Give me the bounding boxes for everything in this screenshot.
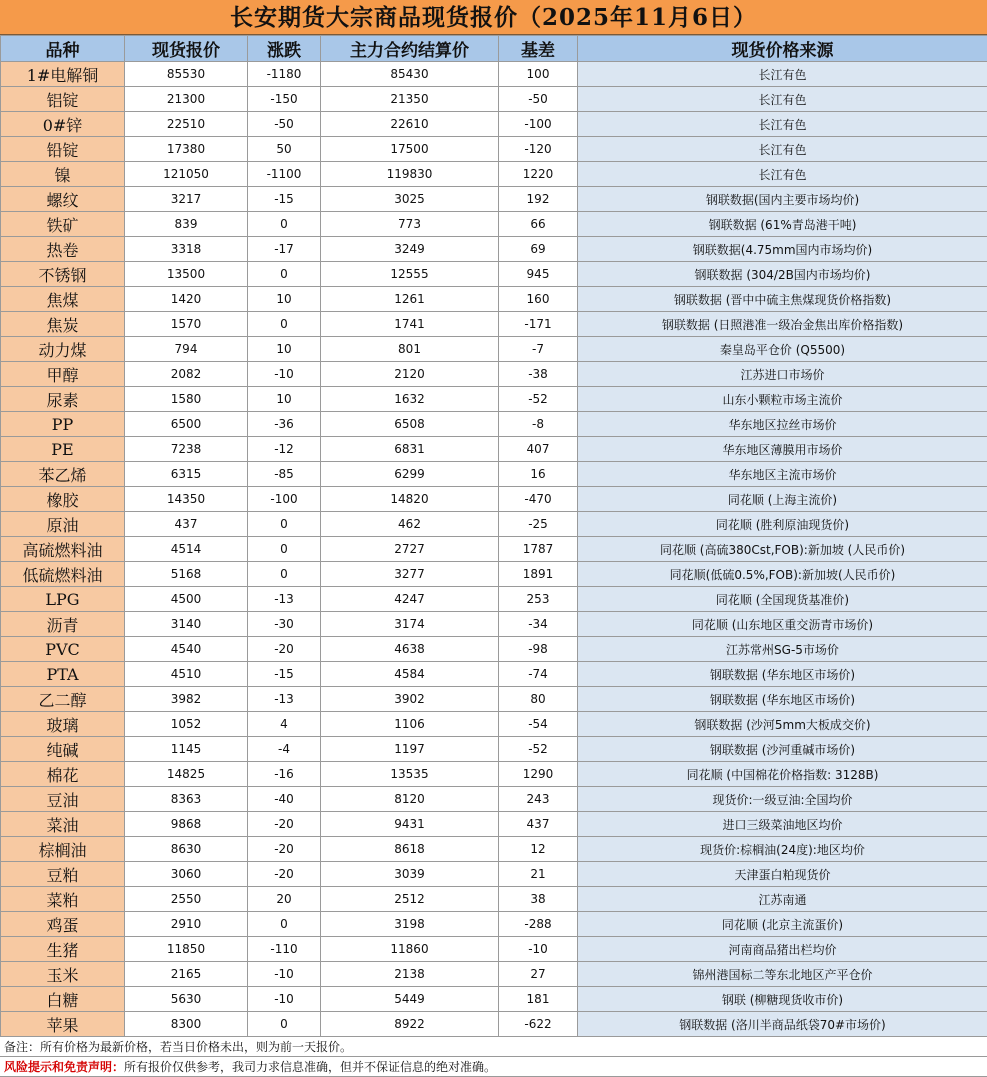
cell-basis: -470: [499, 487, 578, 512]
cell-settlement: 2727: [321, 537, 499, 562]
cell-variety: 螺纹: [1, 187, 125, 212]
cell-change: 10: [248, 387, 321, 412]
cell-settlement: 12555: [321, 262, 499, 287]
cell-spot-price: 2550: [125, 887, 248, 912]
cell-basis: -74: [499, 662, 578, 687]
header-spot-price: 现货报价: [125, 36, 248, 62]
table-row: [1, 562, 987, 587]
table-row: [1, 512, 987, 537]
cell-source: 现货价:一级豆油:全国均价: [578, 787, 987, 812]
cell-variety: 乙二醇: [1, 687, 125, 712]
table-row: [1, 662, 987, 687]
cell-settlement: 85430: [321, 62, 499, 87]
cell-change: -10: [248, 987, 321, 1012]
cell-variety: 焦煤: [1, 287, 125, 312]
cell-change: 0: [248, 312, 321, 337]
cell-spot-price: 1145: [125, 737, 248, 762]
table-row: [1, 137, 987, 162]
table-row: [1, 312, 987, 337]
cell-variety: 鸡蛋: [1, 912, 125, 937]
cell-source: 钢联数据 (沙河重碱市场价): [578, 737, 987, 762]
table-row: [1, 262, 987, 287]
table-row: [1, 687, 987, 712]
cell-spot-price: 1580: [125, 387, 248, 412]
cell-change: -4: [248, 737, 321, 762]
cell-basis: 243: [499, 787, 578, 812]
cell-basis: 16: [499, 462, 578, 487]
cell-spot-price: 2082: [125, 362, 248, 387]
table-row: [1, 112, 987, 137]
cell-basis: 12: [499, 837, 578, 862]
cell-spot-price: 794: [125, 337, 248, 362]
cell-variety: 甲醇: [1, 362, 125, 387]
cell-basis: 100: [499, 62, 578, 87]
cell-change: 0: [248, 562, 321, 587]
cell-settlement: 17500: [321, 137, 499, 162]
cell-basis: 1290: [499, 762, 578, 787]
cell-change: -36: [248, 412, 321, 437]
cell-basis: -8: [499, 412, 578, 437]
cell-basis: 21: [499, 862, 578, 887]
cell-change: -1100: [248, 162, 321, 187]
cell-change: -20: [248, 837, 321, 862]
cell-basis: 437: [499, 812, 578, 837]
cell-source: 钢联数据 (华东地区市场价): [578, 662, 987, 687]
cell-variety: 豆油: [1, 787, 125, 812]
cell-settlement: 22610: [321, 112, 499, 137]
cell-spot-price: 8630: [125, 837, 248, 862]
cell-variety: 铁矿: [1, 212, 125, 237]
cell-settlement: 6831: [321, 437, 499, 462]
header-settlement: 主力合约结算价: [321, 36, 499, 62]
table-row: [1, 887, 987, 912]
table-row: [1, 487, 987, 512]
table-row: [1, 587, 987, 612]
cell-change: 4: [248, 712, 321, 737]
cell-basis: 38: [499, 887, 578, 912]
cell-source: 秦皇岛平仓价 (Q5500): [578, 337, 987, 362]
price-table: [0, 35, 987, 1037]
cell-change: 0: [248, 262, 321, 287]
cell-spot-price: 5630: [125, 987, 248, 1012]
cell-basis: -10: [499, 937, 578, 962]
table-row: [1, 212, 987, 237]
cell-basis: 66: [499, 212, 578, 237]
cell-settlement: 8922: [321, 1012, 499, 1037]
cell-change: -110: [248, 937, 321, 962]
cell-source: 长江有色: [578, 62, 987, 87]
cell-change: 0: [248, 1012, 321, 1037]
cell-source: 同花顺 (上海主流价): [578, 487, 987, 512]
cell-change: -15: [248, 187, 321, 212]
cell-change: -40: [248, 787, 321, 812]
cell-spot-price: 3318: [125, 237, 248, 262]
cell-settlement: 13535: [321, 762, 499, 787]
cell-basis: -34: [499, 612, 578, 637]
cell-settlement: 3025: [321, 187, 499, 212]
table-row: [1, 237, 987, 262]
cell-basis: 253: [499, 587, 578, 612]
cell-basis: 1891: [499, 562, 578, 587]
header-basis: 基差: [499, 36, 578, 62]
table-body: [1, 62, 987, 1037]
cell-variety: 玉米: [1, 962, 125, 987]
cell-settlement: 1741: [321, 312, 499, 337]
cell-basis: 69: [499, 237, 578, 262]
cell-spot-price: 6500: [125, 412, 248, 437]
cell-basis: -288: [499, 912, 578, 937]
header-variety: 品种: [1, 36, 125, 62]
disclaimer-label: 风险提示和免责声明：: [4, 1060, 124, 1074]
cell-change: -85: [248, 462, 321, 487]
cell-spot-price: 21300: [125, 87, 248, 112]
table-row: [1, 637, 987, 662]
cell-spot-price: 1570: [125, 312, 248, 337]
cell-basis: 27: [499, 962, 578, 987]
cell-variety: 不锈钢: [1, 262, 125, 287]
cell-spot-price: 22510: [125, 112, 248, 137]
table-row: [1, 437, 987, 462]
cell-variety: 动力煤: [1, 337, 125, 362]
cell-change: -16: [248, 762, 321, 787]
cell-spot-price: 1420: [125, 287, 248, 312]
cell-variety: 原油: [1, 512, 125, 537]
cell-variety: 1#电解铜: [1, 62, 125, 87]
cell-settlement: 4584: [321, 662, 499, 687]
cell-change: -100: [248, 487, 321, 512]
table-row: [1, 387, 987, 412]
header-row: [1, 36, 987, 62]
cell-settlement: 2512: [321, 887, 499, 912]
note-line: [0, 1037, 987, 1057]
cell-source: 钢联数据 (洛川半商品纸袋70#市场价): [578, 1012, 987, 1037]
cell-spot-price: 5168: [125, 562, 248, 587]
cell-change: 0: [248, 537, 321, 562]
cell-settlement: 9431: [321, 812, 499, 837]
cell-spot-price: 13500: [125, 262, 248, 287]
cell-settlement: 1261: [321, 287, 499, 312]
cell-variety: 苯乙烯: [1, 462, 125, 487]
cell-source: 钢联数据 (61%青岛港干吨): [578, 212, 987, 237]
cell-settlement: 4638: [321, 637, 499, 662]
cell-change: -20: [248, 812, 321, 837]
cell-settlement: 773: [321, 212, 499, 237]
cell-basis: 160: [499, 287, 578, 312]
cell-variety: 棕榈油: [1, 837, 125, 862]
cell-source: 华东地区主流市场价: [578, 462, 987, 487]
cell-spot-price: 8300: [125, 1012, 248, 1037]
cell-basis: 945: [499, 262, 578, 287]
table-row: [1, 337, 987, 362]
cell-variety: 高硫燃料油: [1, 537, 125, 562]
cell-spot-price: 121050: [125, 162, 248, 187]
cell-settlement: 462: [321, 512, 499, 537]
table-row: [1, 912, 987, 937]
header-change: 涨跌: [248, 36, 321, 62]
cell-variety: 生猪: [1, 937, 125, 962]
cell-variety: 热卷: [1, 237, 125, 262]
cell-variety: 菜粕: [1, 887, 125, 912]
table-row: [1, 862, 987, 887]
cell-variety: 菜油: [1, 812, 125, 837]
cell-basis: 1787: [499, 537, 578, 562]
cell-variety: 纯碱: [1, 737, 125, 762]
cell-source: 华东地区拉丝市场价: [578, 412, 987, 437]
cell-source: 钢联数据 (沙河5mm大板成交价): [578, 712, 987, 737]
disclaimer-line: [0, 1057, 987, 1077]
cell-spot-price: 11850: [125, 937, 248, 962]
cell-source: 钢联数据 (华东地区市场价): [578, 687, 987, 712]
cell-basis: 80: [499, 687, 578, 712]
cell-spot-price: 7238: [125, 437, 248, 462]
cell-change: -13: [248, 687, 321, 712]
cell-variety: 低硫燃料油: [1, 562, 125, 587]
cell-settlement: 1106: [321, 712, 499, 737]
cell-variety: 苹果: [1, 1012, 125, 1037]
cell-change: 20: [248, 887, 321, 912]
cell-settlement: 4247: [321, 587, 499, 612]
cell-source: 同花顺 (中国棉花价格指数: 3128B): [578, 762, 987, 787]
cell-spot-price: 85530: [125, 62, 248, 87]
cell-change: -20: [248, 637, 321, 662]
cell-source: 钢联数据 (日照港准一级冶金焦出库价格指数): [578, 312, 987, 337]
cell-spot-price: 14825: [125, 762, 248, 787]
cell-settlement: 8120: [321, 787, 499, 812]
cell-change: 0: [248, 212, 321, 237]
table-row: [1, 537, 987, 562]
cell-spot-price: 4500: [125, 587, 248, 612]
cell-variety: 焦炭: [1, 312, 125, 337]
cell-settlement: 5449: [321, 987, 499, 1012]
cell-basis: 1220: [499, 162, 578, 187]
cell-settlement: 1197: [321, 737, 499, 762]
cell-settlement: 2120: [321, 362, 499, 387]
cell-settlement: 11860: [321, 937, 499, 962]
cell-settlement: 6508: [321, 412, 499, 437]
cell-change: -17: [248, 237, 321, 262]
cell-spot-price: 2910: [125, 912, 248, 937]
cell-variety: 橡胶: [1, 487, 125, 512]
cell-source: 锦州港国标二等东北地区产平仓价: [578, 962, 987, 987]
cell-settlement: 8618: [321, 837, 499, 862]
cell-settlement: 14820: [321, 487, 499, 512]
cell-settlement: 3277: [321, 562, 499, 587]
cell-basis: 181: [499, 987, 578, 1012]
cell-spot-price: 4540: [125, 637, 248, 662]
cell-source: 山东小颗粒市场主流价: [578, 387, 987, 412]
cell-variety: 棉花: [1, 762, 125, 787]
cell-spot-price: 3140: [125, 612, 248, 637]
cell-source: 钢联 (柳糖现货收市价): [578, 987, 987, 1012]
cell-change: -10: [248, 362, 321, 387]
cell-source: 钢联数据 (晋中中硫主焦煤现货价格指数): [578, 287, 987, 312]
cell-settlement: 3039: [321, 862, 499, 887]
cell-source: 同花顺 (北京主流蛋价): [578, 912, 987, 937]
cell-basis: -54: [499, 712, 578, 737]
cell-source: 钢联数据(国内主要市场均价): [578, 187, 987, 212]
cell-basis: -120: [499, 137, 578, 162]
cell-variety: PVC: [1, 637, 125, 662]
cell-variety: 豆粕: [1, 862, 125, 887]
table-row: [1, 612, 987, 637]
cell-source: 天津蛋白粕现货价: [578, 862, 987, 887]
cell-basis: 192: [499, 187, 578, 212]
cell-spot-price: 3217: [125, 187, 248, 212]
cell-variety: 尿素: [1, 387, 125, 412]
cell-basis: -38: [499, 362, 578, 387]
cell-basis: -52: [499, 737, 578, 762]
cell-change: 50: [248, 137, 321, 162]
table-row: [1, 1012, 987, 1037]
cell-source: 长江有色: [578, 112, 987, 137]
cell-basis: -50: [499, 87, 578, 112]
cell-basis: -171: [499, 312, 578, 337]
disclaimer-text: 所有报价仅供参考，我司力求信息准确，但并不保证信息的绝对准确。: [124, 1060, 496, 1074]
cell-basis: -25: [499, 512, 578, 537]
cell-spot-price: 4514: [125, 537, 248, 562]
cell-change: -30: [248, 612, 321, 637]
table-row: [1, 812, 987, 837]
cell-source: 江苏南通: [578, 887, 987, 912]
cell-settlement: 21350: [321, 87, 499, 112]
cell-source: 同花顺 (全国现货基准价): [578, 587, 987, 612]
cell-settlement: 1632: [321, 387, 499, 412]
cell-spot-price: 1052: [125, 712, 248, 737]
cell-source: 长江有色: [578, 137, 987, 162]
cell-spot-price: 4510: [125, 662, 248, 687]
cell-settlement: 3902: [321, 687, 499, 712]
cell-variety: PE: [1, 437, 125, 462]
cell-change: -10: [248, 962, 321, 987]
table-row: [1, 712, 987, 737]
header-source: 现货价格来源: [578, 36, 987, 62]
cell-settlement: 801: [321, 337, 499, 362]
table-row: [1, 62, 987, 87]
cell-spot-price: 2165: [125, 962, 248, 987]
cell-change: 10: [248, 337, 321, 362]
cell-settlement: 6299: [321, 462, 499, 487]
cell-variety: PP: [1, 412, 125, 437]
cell-variety: PTA: [1, 662, 125, 687]
cell-source: 同花顺 (高硫380Cst,FOB):新加坡 (人民币价): [578, 537, 987, 562]
cell-change: -50: [248, 112, 321, 137]
cell-variety: 镍: [1, 162, 125, 187]
cell-source: 河南商品猪出栏均价: [578, 937, 987, 962]
cell-basis: -98: [499, 637, 578, 662]
table-row: [1, 362, 987, 387]
cell-spot-price: 14350: [125, 487, 248, 512]
cell-source: 江苏进口市场价: [578, 362, 987, 387]
cell-source: 长江有色: [578, 87, 987, 112]
cell-source: 现货价:棕榈油(24度):地区均价: [578, 837, 987, 862]
cell-settlement: 3249: [321, 237, 499, 262]
cell-basis: 407: [499, 437, 578, 462]
cell-change: -13: [248, 587, 321, 612]
table-row: [1, 462, 987, 487]
table-row: [1, 937, 987, 962]
cell-source: 同花顺(低硫0.5%,FOB):新加坡(人民币价): [578, 562, 987, 587]
cell-variety: 沥青: [1, 612, 125, 637]
cell-variety: 铝锭: [1, 87, 125, 112]
cell-basis: -100: [499, 112, 578, 137]
cell-spot-price: 839: [125, 212, 248, 237]
cell-change: 10: [248, 287, 321, 312]
cell-settlement: 3174: [321, 612, 499, 637]
cell-variety: 白糖: [1, 987, 125, 1012]
cell-source: 同花顺 (胜利原油现货价): [578, 512, 987, 537]
table-row: [1, 837, 987, 862]
cell-spot-price: 6315: [125, 462, 248, 487]
cell-source: 华东地区薄膜用市场价: [578, 437, 987, 462]
cell-spot-price: 8363: [125, 787, 248, 812]
sheet-title: 长安期货大宗商品现货报价（2025年11月6日）: [0, 0, 987, 35]
cell-change: -20: [248, 862, 321, 887]
cell-variety: 铅锭: [1, 137, 125, 162]
cell-change: -12: [248, 437, 321, 462]
note-text: 备注：所有价格为最新价格，若当日价格未出，则为前一天报价。: [4, 1040, 352, 1054]
table-row: [1, 87, 987, 112]
cell-change: -150: [248, 87, 321, 112]
table-row: [1, 187, 987, 212]
cell-source: 长江有色: [578, 162, 987, 187]
cell-variety: LPG: [1, 587, 125, 612]
cell-change: -1180: [248, 62, 321, 87]
cell-source: 同花顺 (山东地区重交沥青市场价): [578, 612, 987, 637]
table-row: [1, 762, 987, 787]
table-row: [1, 287, 987, 312]
cell-variety: 玻璃: [1, 712, 125, 737]
cell-variety: 0#锌: [1, 112, 125, 137]
table-row: [1, 412, 987, 437]
cell-basis: -52: [499, 387, 578, 412]
cell-source: 钢联数据 (304/2B国内市场均价): [578, 262, 987, 287]
cell-source: 江苏常州SG-5市场价: [578, 637, 987, 662]
cell-spot-price: 9868: [125, 812, 248, 837]
cell-spot-price: 3060: [125, 862, 248, 887]
cell-settlement: 3198: [321, 912, 499, 937]
cell-source: 钢联数据(4.75mm国内市场均价): [578, 237, 987, 262]
cell-basis: -7: [499, 337, 578, 362]
cell-change: 0: [248, 512, 321, 537]
cell-settlement: 119830: [321, 162, 499, 187]
cell-settlement: 2138: [321, 962, 499, 987]
table-row: [1, 787, 987, 812]
table-row: [1, 987, 987, 1012]
cell-spot-price: 17380: [125, 137, 248, 162]
table-row: [1, 162, 987, 187]
cell-change: -15: [248, 662, 321, 687]
table-row: [1, 737, 987, 762]
cell-source: 进口三级菜油地区均价: [578, 812, 987, 837]
table-row: [1, 962, 987, 987]
cell-basis: -622: [499, 1012, 578, 1037]
cell-spot-price: 3982: [125, 687, 248, 712]
cell-change: 0: [248, 912, 321, 937]
cell-spot-price: 437: [125, 512, 248, 537]
